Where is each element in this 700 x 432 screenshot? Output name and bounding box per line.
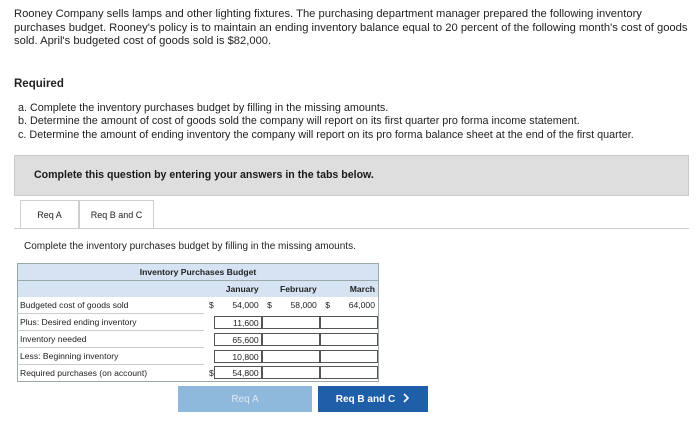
- requirement-a: a. Complete the inventory purchases budget by filling in the missing amounts.: [18, 102, 389, 114]
- table-row: Required purchases (on account) $ 54,800: [18, 365, 379, 382]
- next-tab-button[interactable]: [318, 386, 428, 412]
- instructions-banner: [14, 155, 689, 196]
- requirement-c: c. Determine the amount of ending inventory the company will report on its pro forma balance sheet at the end of the first quarter.: [18, 128, 634, 141]
- prev-tab-button[interactable]: [178, 386, 312, 412]
- requirements-list: [18, 102, 690, 142]
- inventory-purchases-table: [17, 263, 379, 382]
- problem-intro: Rooney Company sells lamps and other lighting fixtures. The purchasing department manager prepared the following inventory purchases budget. Rooney's policy is to maintain an ending inventory balance equal to 20 percent of the following month's cost of goods sold. April's budgeted cost of goods sold is $82,000.: [14, 8, 688, 48]
- table-row: [18, 348, 379, 365]
- march-ending-inventory-input[interactable]: [320, 316, 378, 329]
- table-header-row: [18, 281, 379, 298]
- chevron-right-icon: [403, 393, 410, 406]
- table-row: Budgeted cost of goods sold $ 54,000 $ 58,000 $ 64,000: [18, 297, 379, 314]
- tab-req-a[interactable]: Req A: [20, 200, 79, 228]
- row-label: Less: Beginning inventory: [18, 348, 204, 365]
- march-inventory-needed-input[interactable]: [320, 333, 378, 346]
- row-label: Plus: Desired ending inventory: [18, 314, 204, 331]
- cell-value: 58,000: [290, 300, 317, 311]
- cell-value: 54,000: [232, 300, 259, 311]
- next-button-label: Req B and C: [335, 393, 396, 405]
- table-title: Inventory Purchases Budget: [18, 264, 379, 281]
- february-required-purchases-input[interactable]: [262, 366, 320, 379]
- table-row: [18, 331, 379, 348]
- january-beginning-inventory-input[interactable]: 10,800: [214, 350, 262, 363]
- february-inventory-needed-input[interactable]: [262, 333, 320, 346]
- february-beginning-inventory-input[interactable]: [262, 350, 320, 363]
- january-ending-inventory-input[interactable]: 11,600: [214, 316, 262, 329]
- col-january: January: [204, 281, 262, 298]
- required-heading: Required: [14, 78, 64, 90]
- tab-instruction: Complete the inventory purchases budget by filling in the missing amounts.: [24, 241, 356, 252]
- prev-button-label: Req A: [231, 393, 259, 405]
- february-ending-inventory-input[interactable]: [262, 316, 320, 329]
- banner-text: Complete this question by entering your answers in the tabs below.: [34, 169, 374, 181]
- table-row: [18, 314, 379, 331]
- march-required-purchases-input[interactable]: [320, 366, 378, 379]
- row-label: Inventory needed: [18, 331, 204, 348]
- cell-value: 64,000: [330, 297, 379, 314]
- january-inventory-needed-input[interactable]: 65,600: [214, 333, 262, 346]
- march-beginning-inventory-input[interactable]: [320, 350, 378, 363]
- tab-req-b-and-c[interactable]: Req B and C: [79, 200, 154, 228]
- col-february: February: [262, 281, 320, 298]
- col-march: March: [320, 281, 379, 298]
- requirement-b: b. Determine the amount of cost of goods sold the company will report on its first quarter pro forma income statement.: [18, 115, 580, 128]
- row-label: Budgeted cost of goods sold: [18, 297, 204, 314]
- tab-divider: [14, 228, 689, 229]
- january-required-purchases-input[interactable]: 54,800: [214, 366, 262, 379]
- row-label: Required purchases (on account): [18, 365, 204, 382]
